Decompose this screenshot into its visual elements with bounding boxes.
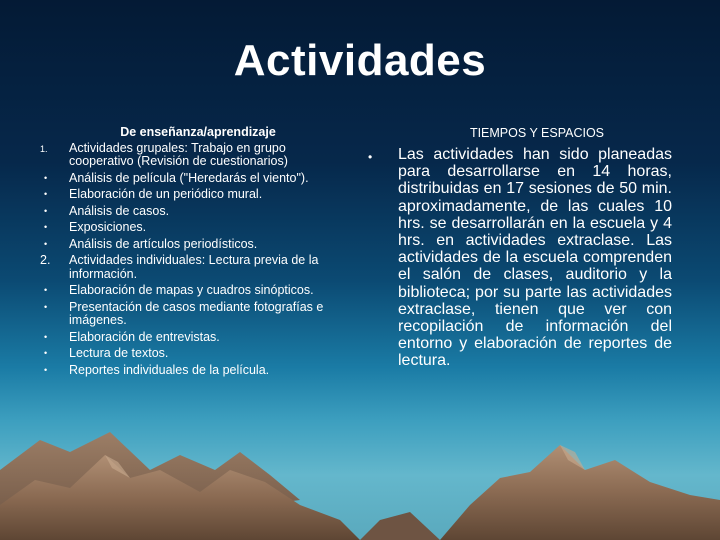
slide-title: Actividades — [233, 36, 487, 85]
list-item — [40, 254, 350, 281]
list-item — [40, 188, 350, 202]
bullet-icon: • — [44, 172, 48, 183]
list-item-text: Presentación de casos mediante fotografías e imágenes. — [69, 299, 324, 327]
list-item-text: Actividades individuales: Lectura previa de la información. — [69, 253, 319, 281]
bullet-icon: • — [44, 205, 48, 216]
list-number: 1. — [40, 143, 48, 154]
times-and-spaces-column — [368, 126, 672, 370]
list-item-text: Reportes individuales de la película. — [69, 362, 270, 377]
list-item-text: Actividades grupales: Trabajo en grupo cooperativo (Revisión de cuestionarios) — [69, 140, 288, 168]
list-item — [40, 284, 350, 298]
left-heading: De enseñanza/aprendizaje — [120, 125, 276, 139]
bullet-icon: • — [44, 331, 48, 342]
bullet-icon: • — [44, 238, 48, 249]
right-paragraph: Las actividades han sido planeadas para desarrollarse en 14 horas, distribuidas en 17 sesiones de 50 min. aproximadamente, de las cuales 10 hrs. se desarrollarán en la escuela y 4 hrs. en actividades extraclase. Las actividades de la escuela comprenden el salón de clases, auditorio y la biblioteca; por su parte las actividades extraclase, tienen que ver con recopilación de información del entorno y elaboración de reportes de lectura. — [398, 146, 672, 370]
list-item-text: Elaboración de mapas y cuadros sinópticos. — [69, 283, 314, 297]
list-item — [40, 142, 350, 169]
list-item-text: Análisis de película ("Heredarás el viento"). — [69, 170, 309, 185]
right-heading: TIEMPOS Y ESPACIOS — [469, 126, 605, 140]
list-item-text: Elaboración de entrevistas. — [69, 329, 220, 344]
list-item — [40, 301, 350, 328]
list-item — [40, 205, 350, 219]
list-item-text: Lectura de textos. — [69, 346, 169, 360]
bullet-icon: • — [368, 150, 373, 164]
list-item-text: Análisis de artículos periodísticos. — [69, 236, 258, 251]
list-item-text: Exposiciones. — [69, 220, 147, 234]
list-item — [40, 221, 350, 235]
bullet-icon: • — [44, 301, 48, 312]
list-item — [40, 347, 350, 361]
bullet-icon: • — [44, 364, 48, 375]
bullet-icon: • — [44, 285, 48, 295]
list-item-text: Elaboración de un periódico mural. — [69, 187, 263, 201]
bullet-icon: • — [44, 348, 48, 358]
list-item — [40, 364, 350, 378]
list-item-text: Análisis de casos. — [69, 203, 170, 218]
list-item — [40, 172, 350, 186]
bullet-icon: • — [44, 189, 48, 199]
list-item — [40, 331, 350, 345]
list-number: 2. — [40, 253, 51, 267]
list-item — [40, 238, 350, 252]
bullet-icon: • — [44, 222, 48, 232]
teaching-activities-column — [40, 126, 350, 380]
